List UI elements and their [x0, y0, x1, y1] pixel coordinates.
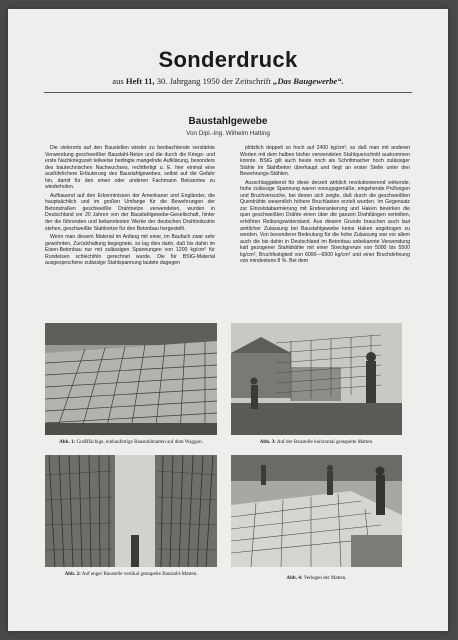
- publication-year: 30. Jahrgang 1950 der Zeitschrift: [154, 76, 274, 86]
- figure-4-number: Abb. 4:: [286, 575, 303, 581]
- figure-3-caption: [231, 439, 402, 445]
- text-column-right: [240, 145, 410, 267]
- paragraph: plötzlich doppelt so hoch auf 2400 kg/cm², so daß man mit anderen Worten mit dem halben bisher verwendeten Stahlquerschnitt auskommen konnte. BStG gilt auch heute noch als Schrittmacher hoch zulässiger Stähle im Stahlbeton überhaupt und liegt an erster Stelle unter den Bewehrungs-Stählen.: [240, 145, 410, 178]
- figure-1-number: Abb. 1:: [59, 439, 76, 445]
- publication-line: [8, 76, 448, 86]
- publication-issue: Heft 11,: [125, 76, 155, 86]
- figure-3-photo: [231, 323, 402, 435]
- publication-journal: „Das Baugewerbe“.: [273, 76, 344, 86]
- paragraph: Ausschlaggebend für diese derzeit wirklich revolutionierend wirkende, hohe zulässige Spannung waren vorzugsgemäße, eingehende Prüfungen und Bruchversuche, bei denen sich zeigte, daß durch die geschweißten Querdrähte wesentlich höhere Bruchlasten erzielt wurden. Im Gegensatz zur Einzelstabarmierung mit Endverankerung und Haken bewirken die quer geschweißten Drähte einen über die ganzen Drahtlängen verteilten, erhöhten Reibungswiderstand. Aus diesem Grunde brauchen auch laut amtlicher Zulassung bei Baustahlgewebe keine Haken angebogen zu werden. Von besonderer Bedeutung für die hohe Zulassung war vor allem auch die bis dahin in Deutschland im Betonbau unbekannte Verwendung kalt gezogener Stahldrähte mit einer Streckgrenze von 5000 bis 5500 kg/cm², Bruchfestigkeit von 6000—6500 kg/cm² und einer Bruchdehnung von mindestens 8 %. Bei dem: [240, 179, 410, 265]
- article-author: Von Dipl.-Ing. Wilhelm Hatting: [186, 130, 270, 137]
- figure-2-caption: [45, 571, 217, 577]
- publication-prefix: aus: [112, 76, 126, 86]
- document-page: [8, 9, 448, 631]
- figure-2-text: Auf enger Baustelle vertikal gestapelte Baustahl-Matten.: [81, 571, 198, 577]
- text-column-left: [45, 145, 215, 269]
- document-title: Sonderdruck: [158, 47, 298, 72]
- figure-3-number: Abb. 3:: [259, 439, 276, 445]
- vertical-mats-image: [45, 455, 217, 567]
- paragraph: Die vielerorts auf den Baustellen wieder zu beobachtende verstärkte Verwendung geschweißter Baustahl-Netze und die durch die Kriegs- und erste Nachkriegszeit teilweise bedingte mangelnde Aufklärung, besonders des bautechnischen Nachwuchses, rechtfertigt u. E. hier einmal eine ausführlichere Erläuterung des Baustahlgewebes, selbst auf die Gefahr hin, damit für den einen oder anderen Fachmann Bekanntes zu wiederholen.: [45, 145, 215, 191]
- stacked-mats-site-image: [231, 323, 402, 435]
- figure-4-text: Verlegen der Matten.: [303, 575, 347, 581]
- figure-1-text: Großflächige, einbaufertige Baustahlmatten auf dem Waggon.: [76, 439, 203, 445]
- rebar-mats-wagon-image: [45, 323, 217, 435]
- article-title: Baustahlgewebe: [188, 116, 268, 127]
- figure-4-photo: [231, 455, 402, 567]
- paragraph: Wenn man diesem Material im Anfang mit einer, im Baufach zwar sehr gewohnten, Zurückhaltung begegnete, so lag dies darin, daß bis dahin im Eisen-Betonbau nur mit zulässigen Spannungen von 1200 kg/cm² für Rundeisen schlechthin gerechnet wurde. Die für BStG-Material ausgesprochene zulässige Stahlspannung lautete dagegen: [45, 234, 215, 267]
- figure-3-text: Auf der Baustelle horizontal gestapelte Matten.: [276, 439, 374, 445]
- figure-1-caption: [45, 439, 217, 445]
- figure-1-photo: [45, 323, 217, 435]
- figure-2-number: Abb. 2:: [64, 571, 81, 577]
- laying-mats-image: [231, 455, 402, 567]
- header-divider: [44, 92, 412, 93]
- figure-2-photo: [45, 455, 217, 567]
- paragraph: Aufbauend auf den Erkenntnissen der Amerikaner und Engländer, die hauptsächlich und im großen Umfange für die Bewehrungen der Betonstraßen geschweißte Drahtnetze verwendeten, wurden in Deutschland vor 20 Jahren von der Baustahlgewebe-Gesellschaft, hinter der die führenden und bekanntesten Werke der deutschen Drahtindustrie stehen, geschweißte Stahlnetze für den Betonbau hergestellt.: [45, 192, 215, 232]
- figure-4-caption: [231, 575, 402, 581]
